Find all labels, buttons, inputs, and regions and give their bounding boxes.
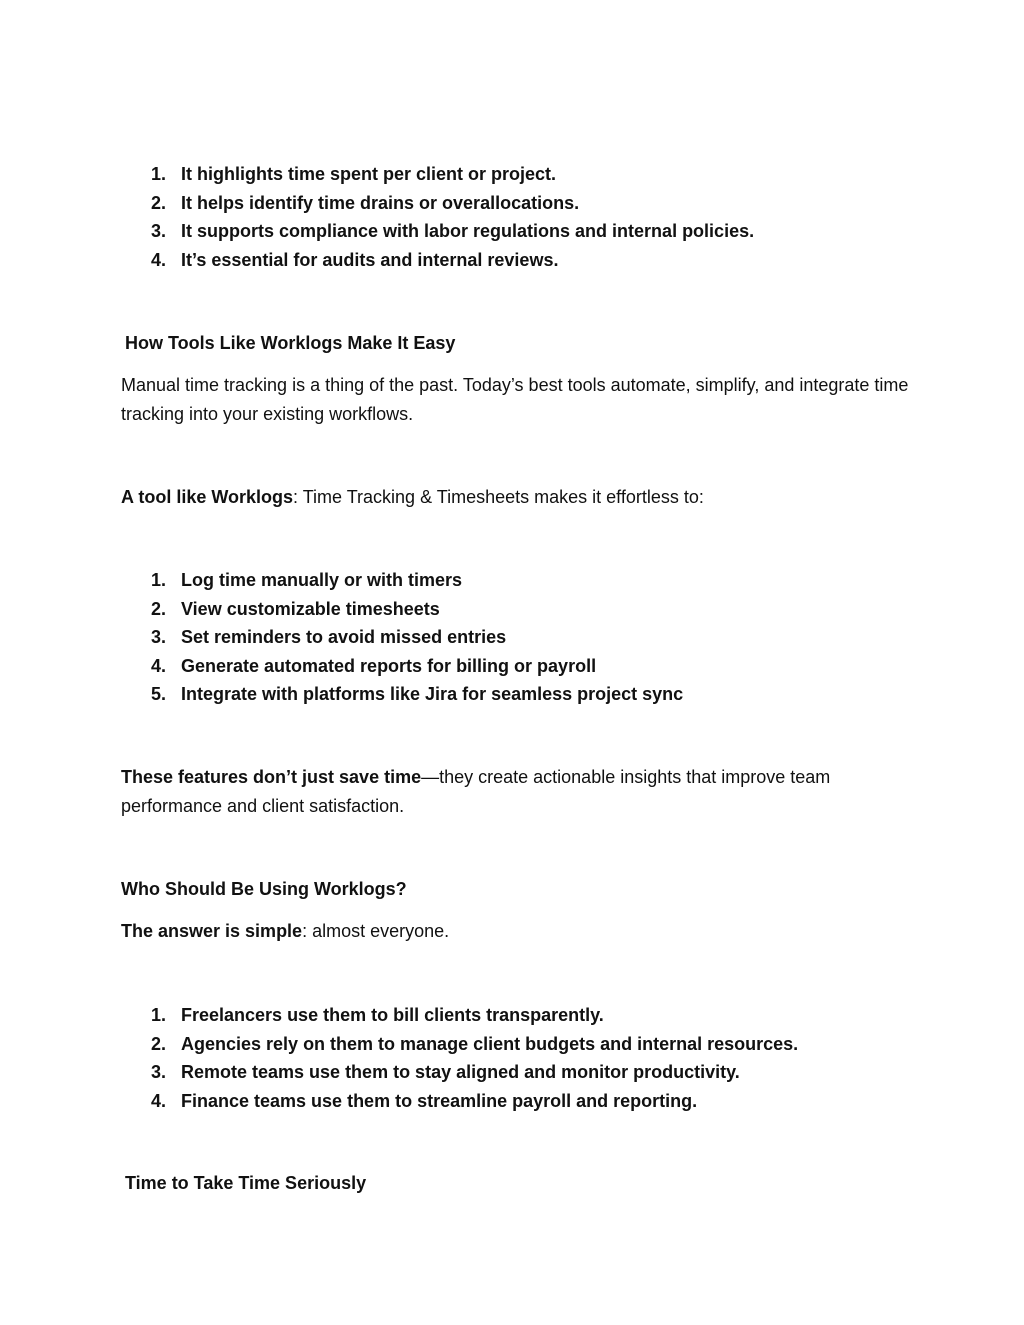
list-item-text: Freelancers use them to bill clients transparently.: [181, 1005, 604, 1025]
answer-paragraph: [121, 917, 911, 946]
list-number: 3.: [151, 221, 167, 241]
list-item-text: Set reminders to avoid missed entries: [181, 627, 507, 647]
list-number: 4.: [151, 1090, 167, 1111]
list-item: [121, 217, 911, 246]
list-item-text: It supports compliance with labor regulations and internal policies.: [181, 221, 755, 241]
list-number: 2.: [151, 598, 167, 619]
list-item-text: Generate automated reports for billing or payroll: [181, 655, 597, 676]
list-item: [121, 566, 911, 595]
features-text: —they create actionable insights that improve team performance and client satisfaction.: [121, 767, 831, 816]
list-number: 1.: [151, 164, 167, 184]
list-item-text: Remote teams use them to stay aligned and monitor productivity.: [181, 1062, 740, 1082]
list-item: [121, 652, 911, 681]
list-number: 3.: [151, 627, 167, 647]
list-item: [121, 160, 911, 189]
section-heading-time: Time to Take Time Seriously: [125, 1173, 367, 1193]
tool-intro-text: : Time Tracking & Timesheets makes it effortless to:: [293, 487, 704, 507]
list-item: [121, 680, 911, 709]
features-paragraph: [121, 763, 911, 820]
list-item: [121, 1001, 911, 1030]
list-item-text: Integrate with platforms like Jira for seamless project sync: [181, 684, 684, 704]
list-item: [121, 1087, 911, 1116]
list-number: 3.: [151, 1062, 167, 1082]
section-heading-tools: How Tools Like Worklogs Make It Easy: [125, 333, 456, 353]
list-item: [121, 189, 911, 218]
list-item-text: View customizable timesheets: [181, 598, 440, 619]
list-item: [121, 246, 911, 275]
list-number: 2.: [151, 1033, 167, 1054]
features-list: [121, 566, 911, 709]
users-list: [121, 1001, 911, 1115]
list-item-text: It highlights time spent per client or project.: [181, 164, 557, 184]
list-number: 4.: [151, 249, 167, 270]
list-item: [121, 623, 911, 652]
list-item: [121, 595, 911, 624]
list-number: 1.: [151, 570, 167, 590]
tools-paragraph: Manual time tracking is a thing of the past. Today’s best tools automate, simplify, and integrate time tracking into your existing workflows.: [121, 375, 909, 424]
answer-bold: The answer is simple: [121, 921, 303, 941]
list-item-text: It’s essential for audits and internal reviews.: [181, 249, 559, 270]
features-bold: These features don’t just save time: [121, 767, 422, 787]
answer-text: : almost everyone.: [302, 921, 450, 941]
list-number: 2.: [151, 192, 167, 213]
list-item-text: Finance teams use them to streamline payroll and reporting.: [181, 1090, 698, 1111]
list-number: 4.: [151, 655, 167, 676]
tool-intro-paragraph: [121, 483, 911, 512]
section-heading-who: Who Should Be Using Worklogs?: [121, 879, 407, 899]
benefits-list: [121, 160, 911, 274]
list-item-text: Log time manually or with timers: [181, 570, 463, 590]
list-item: [121, 1030, 911, 1059]
list-item-text: It helps identify time drains or overallocations.: [181, 192, 580, 213]
tool-intro-bold: A tool like Worklogs: [121, 487, 294, 507]
list-item-text: Agencies rely on them to manage client budgets and internal resources.: [181, 1033, 799, 1054]
list-number: 1.: [151, 1005, 167, 1025]
list-item: [121, 1058, 911, 1087]
list-number: 5.: [151, 684, 167, 704]
